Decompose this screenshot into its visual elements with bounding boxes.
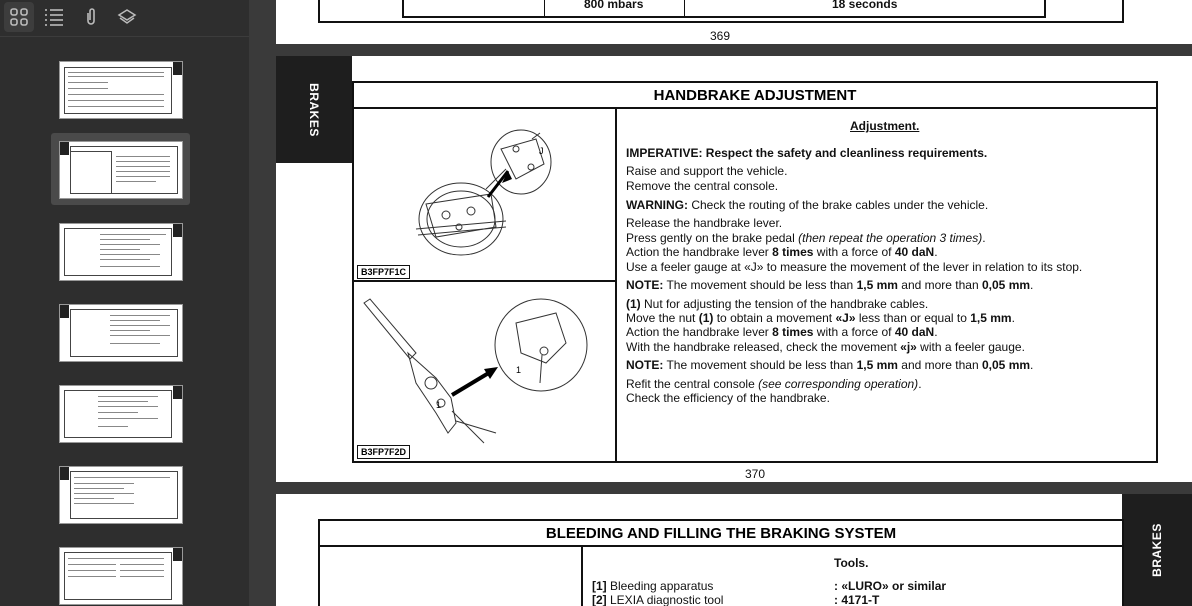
page-thumbnail-374[interactable]	[59, 466, 183, 524]
step-text: Move the nut (1) to obtain a movement «J» less than or equal to 1,5 mm.	[626, 311, 1015, 325]
step-text: Action the handbrake lever 8 times with a force of 40 daN.	[626, 325, 938, 339]
section-heading: Adjustment.	[850, 119, 920, 133]
grid-icon	[10, 8, 28, 26]
page-thumbnail-369[interactable]	[59, 61, 183, 119]
layers-view-button[interactable]	[112, 2, 142, 32]
handbrake-mechanism-drawing	[356, 109, 614, 279]
step-text: With the handbrake released, check the movement «j» with a feeler gauge.	[626, 340, 1025, 354]
step-text: Press gently on the brake pedal (then repeat the operation 3 times).	[626, 231, 986, 245]
page-thumbnail-373[interactable]	[59, 385, 183, 443]
step-text: Check the efficiency of the handbrake.	[626, 391, 830, 405]
callout-j: J	[539, 146, 544, 156]
callout-1: 1	[516, 365, 522, 375]
outline-view-button[interactable]	[39, 2, 69, 32]
figure-handbrake-lever	[356, 283, 614, 461]
step-text: Remove the central console.	[626, 179, 779, 193]
list-icon	[44, 8, 64, 26]
imperative-line: IMPERATIVE: Respect the safety and cleanliness requirements.	[626, 146, 988, 160]
procedure-title: BLEEDING AND FILLING THE BRAKING SYSTEM	[320, 521, 1122, 547]
thumbnails-view-button[interactable]	[4, 2, 34, 32]
page-number: 369	[710, 29, 731, 43]
page-369	[276, 0, 1192, 44]
paperclip-icon	[84, 7, 98, 27]
thumbnail-list	[0, 37, 250, 606]
procedure-frame	[318, 519, 1124, 606]
figure-label: B3FP7F2D	[357, 445, 410, 459]
page-370	[276, 56, 1192, 482]
figure-handbrake-lever-housing	[356, 109, 614, 279]
table-cell: 800 mbars	[584, 0, 644, 11]
step-text: Raise and support the vehicle.	[626, 164, 788, 178]
tool-item: [2] LEXIA diagnostic tool	[592, 593, 724, 606]
tool-item: [1] Bleeding apparatus	[592, 579, 714, 593]
figure-label: B3FP7F1C	[357, 265, 410, 279]
procedure-frame	[352, 81, 1158, 463]
step-text: Release the handbrake lever.	[626, 216, 783, 230]
sidebar-toolbar	[0, 0, 250, 37]
section-tab-brakes: BRAKES	[276, 56, 352, 163]
page-thumbnail-370[interactable]	[59, 141, 183, 199]
data-table	[402, 0, 1046, 18]
procedure-title: HANDBRAKE ADJUSTMENT	[354, 83, 1156, 109]
table-cell: 18 seconds	[832, 0, 898, 11]
sidebar-splitter[interactable]	[249, 0, 276, 606]
page-thumbnail-375[interactable]	[59, 547, 183, 605]
tool-value: : «LURO» or similar	[834, 579, 947, 593]
page-371	[276, 494, 1192, 606]
warning-line: WARNING: Check the routing of the brake cables under the vehicle.	[626, 198, 989, 212]
step-text: Refit the central console (see corresponding operation).	[626, 377, 922, 391]
tool-value: : 4171-T	[834, 593, 880, 606]
attachments-view-button[interactable]	[76, 2, 106, 32]
document-viewport[interactable]	[276, 0, 1192, 606]
note-line: NOTE: The movement should be less than 1,5 mm and more than 0,05 mm.	[626, 358, 1034, 372]
page-thumbnail-372[interactable]	[59, 304, 183, 362]
layers-icon	[117, 8, 137, 26]
page-thumbnail-371[interactable]	[59, 223, 183, 281]
step-text: (1) Nut for adjusting the tension of the handbrake cables.	[626, 297, 929, 311]
page-number: 370	[745, 467, 766, 481]
tools-heading: Tools.	[834, 556, 869, 570]
step-text: Action the handbrake lever 8 times with a force of 40 daN.	[626, 245, 938, 259]
handbrake-lever-drawing	[356, 283, 614, 445]
note-line: NOTE: The movement should be less than 1,5 mm and more than 0,05 mm.	[626, 278, 1034, 292]
step-text: Use a feeler gauge at «J» to measure the movement of the lever in relation to its stop.	[626, 260, 1083, 274]
callout-1: 1	[436, 400, 442, 410]
thumbnail-sidebar	[0, 0, 250, 606]
section-tab-brakes: BRAKES	[1122, 494, 1192, 606]
